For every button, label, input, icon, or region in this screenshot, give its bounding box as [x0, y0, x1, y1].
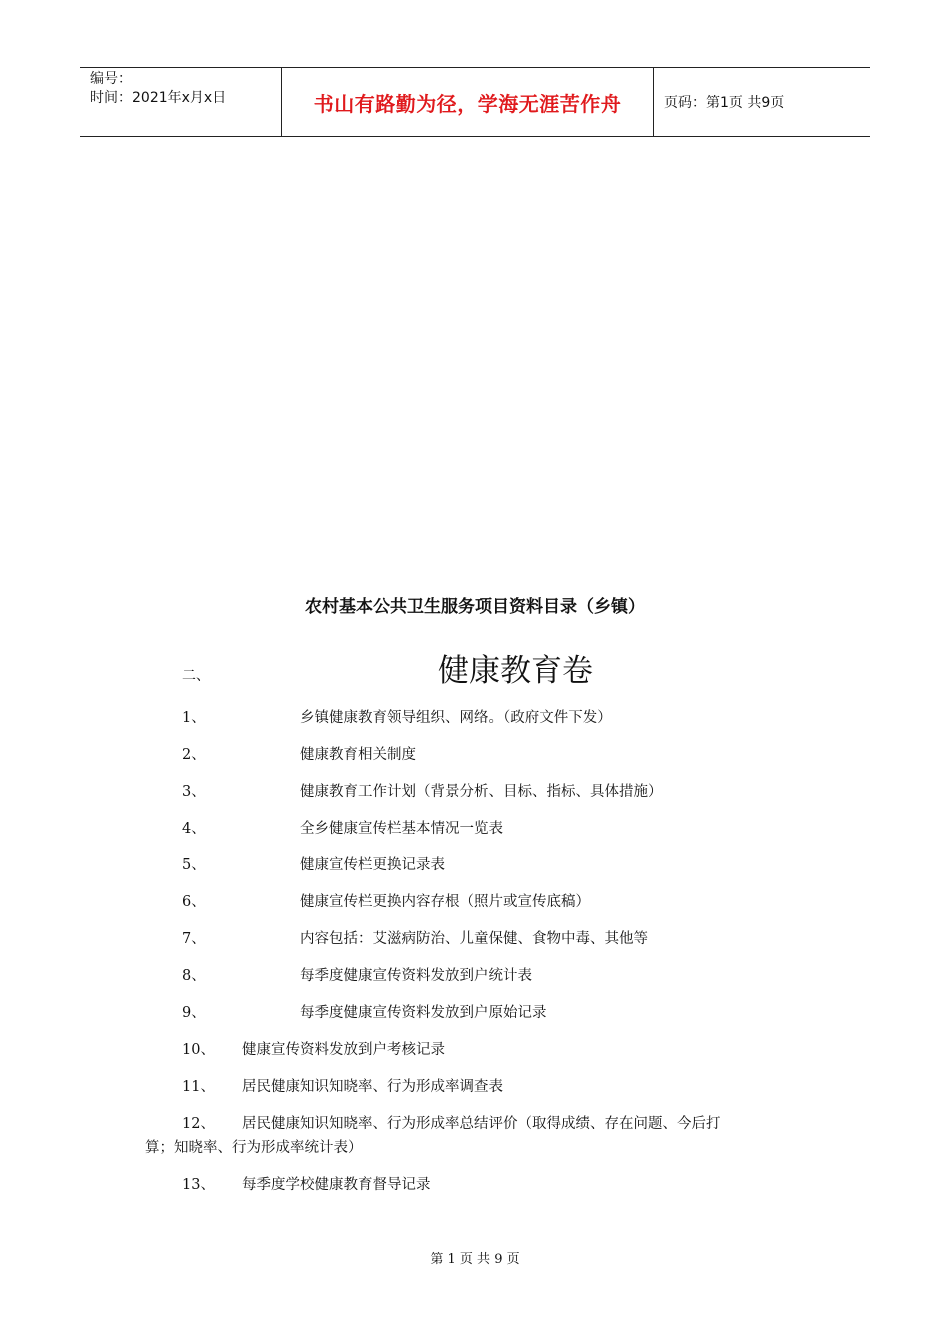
- item-text: 每季度健康宣传资料发放到户统计表: [300, 968, 532, 984]
- item-text: 健康宣传资料发放到户考核记录: [242, 1042, 445, 1058]
- header-motto: 书山有路勤为径，学海无涯苦作舟: [313, 91, 622, 116]
- item-text: 内容包括：艾滋病防治、儿童保健、食物中毒、其他等: [300, 931, 648, 947]
- item-number: 7、: [182, 931, 206, 947]
- document-title: 农村基本公共卫生服务项目资料目录（乡镇）: [305, 597, 645, 617]
- item-number: 3、: [182, 784, 206, 800]
- section-title: 健康教育卷: [438, 653, 593, 689]
- header-divider: [653, 68, 654, 136]
- item-number: 10、: [182, 1042, 215, 1058]
- item-number: 5、: [182, 857, 206, 873]
- section-number: 二、: [182, 668, 210, 684]
- header-page-label: 页码：第1页 共9页: [664, 95, 785, 111]
- time-label: 时间：2021年x月x日: [90, 90, 227, 106]
- item-number: 12、: [182, 1116, 215, 1132]
- item-text: 健康宣传栏更换内容存根（照片或宣传底稿）: [300, 894, 590, 910]
- item-text: 健康宣传栏更换记录表: [300, 857, 445, 873]
- page-header: [80, 67, 870, 137]
- item-number: 1、: [182, 710, 206, 726]
- serial-label: 编号：: [90, 71, 132, 87]
- item-text: 居民健康知识知晓率、行为形成率总结评价（取得成绩、存在问题、今后打: [242, 1116, 721, 1132]
- item-number: 8、: [182, 968, 206, 984]
- item-text: 健康教育相关制度: [300, 747, 416, 763]
- item-number: 9、: [182, 1005, 206, 1021]
- item-number: 6、: [182, 894, 206, 910]
- item-text: 每季度健康宣传资料发放到户原始记录: [300, 1005, 547, 1021]
- item-number: 13、: [182, 1177, 215, 1193]
- header-meta: [90, 70, 280, 108]
- item-number: 11、: [182, 1079, 215, 1095]
- page-footer: 第 1 页 共 9 页: [430, 1252, 520, 1267]
- item-text: 每季度学校健康教育督导记录: [242, 1177, 431, 1193]
- item-number: 4、: [182, 821, 206, 837]
- item-number: 2、: [182, 747, 206, 763]
- item-text-continued: 算；知晓率、行为形成率统计表）: [145, 1140, 363, 1156]
- item-text: 全乡健康宣传栏基本情况一览表: [300, 821, 503, 837]
- item-text: 健康教育工作计划（背景分析、目标、指标、具体措施）: [300, 784, 663, 800]
- item-text: 乡镇健康教育领导组织、网络。（政府文件下发）: [300, 710, 612, 726]
- item-text: 居民健康知识知晓率、行为形成率调查表: [242, 1079, 503, 1095]
